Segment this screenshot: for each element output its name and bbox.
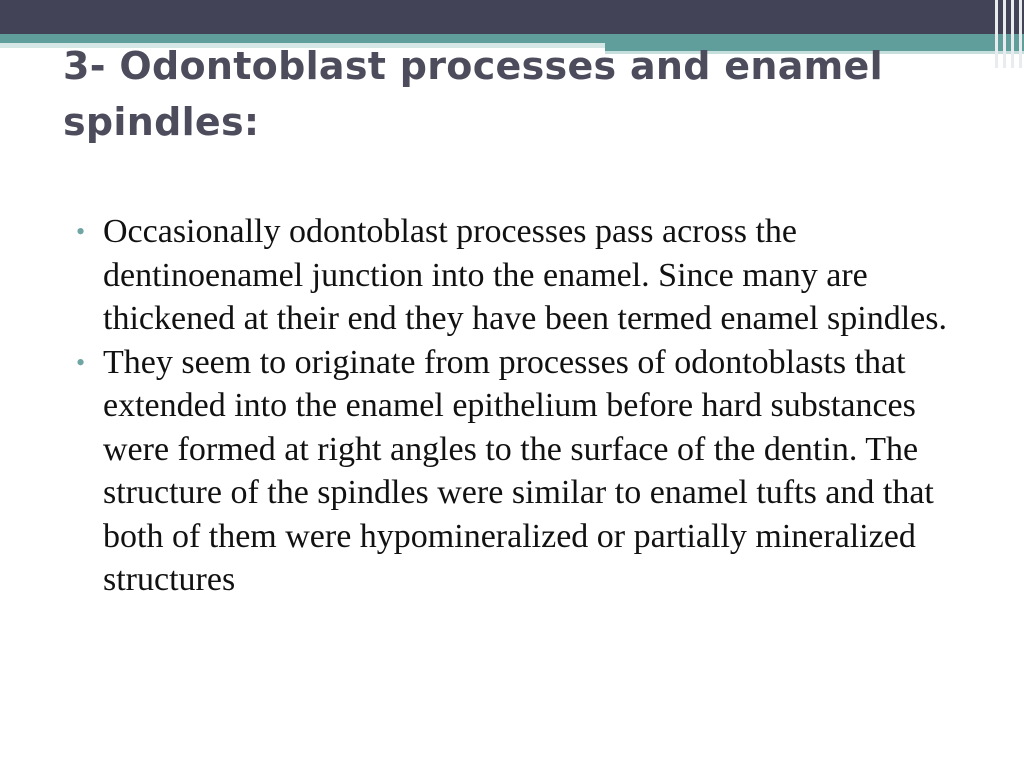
header-band <box>0 0 1024 34</box>
bullet-item <box>72 341 972 602</box>
bullet-item <box>72 210 972 341</box>
slide-title: 3- Odontoblast processes and enamel spindles: <box>63 44 883 144</box>
bullet-marker: • <box>76 347 86 377</box>
bullet-list <box>72 210 972 602</box>
corner-stripes <box>989 0 1024 68</box>
bullet-text: They seem to originate from processes of odontoblasts that extended into the enamel epithelium before hard substances were formed at right angles to the surface of the dentin. The structure of the spindles were similar to enamel tufts and that both of them were hypomineralized or partially mineralized structures <box>103 343 934 598</box>
bullet-marker: • <box>76 217 86 246</box>
bullet-text: Occasionally odontoblast processes pass across the dentinoenamel junction into the enamel. Since many are thickened at their end they have been termed enamel spindles. <box>103 213 948 337</box>
